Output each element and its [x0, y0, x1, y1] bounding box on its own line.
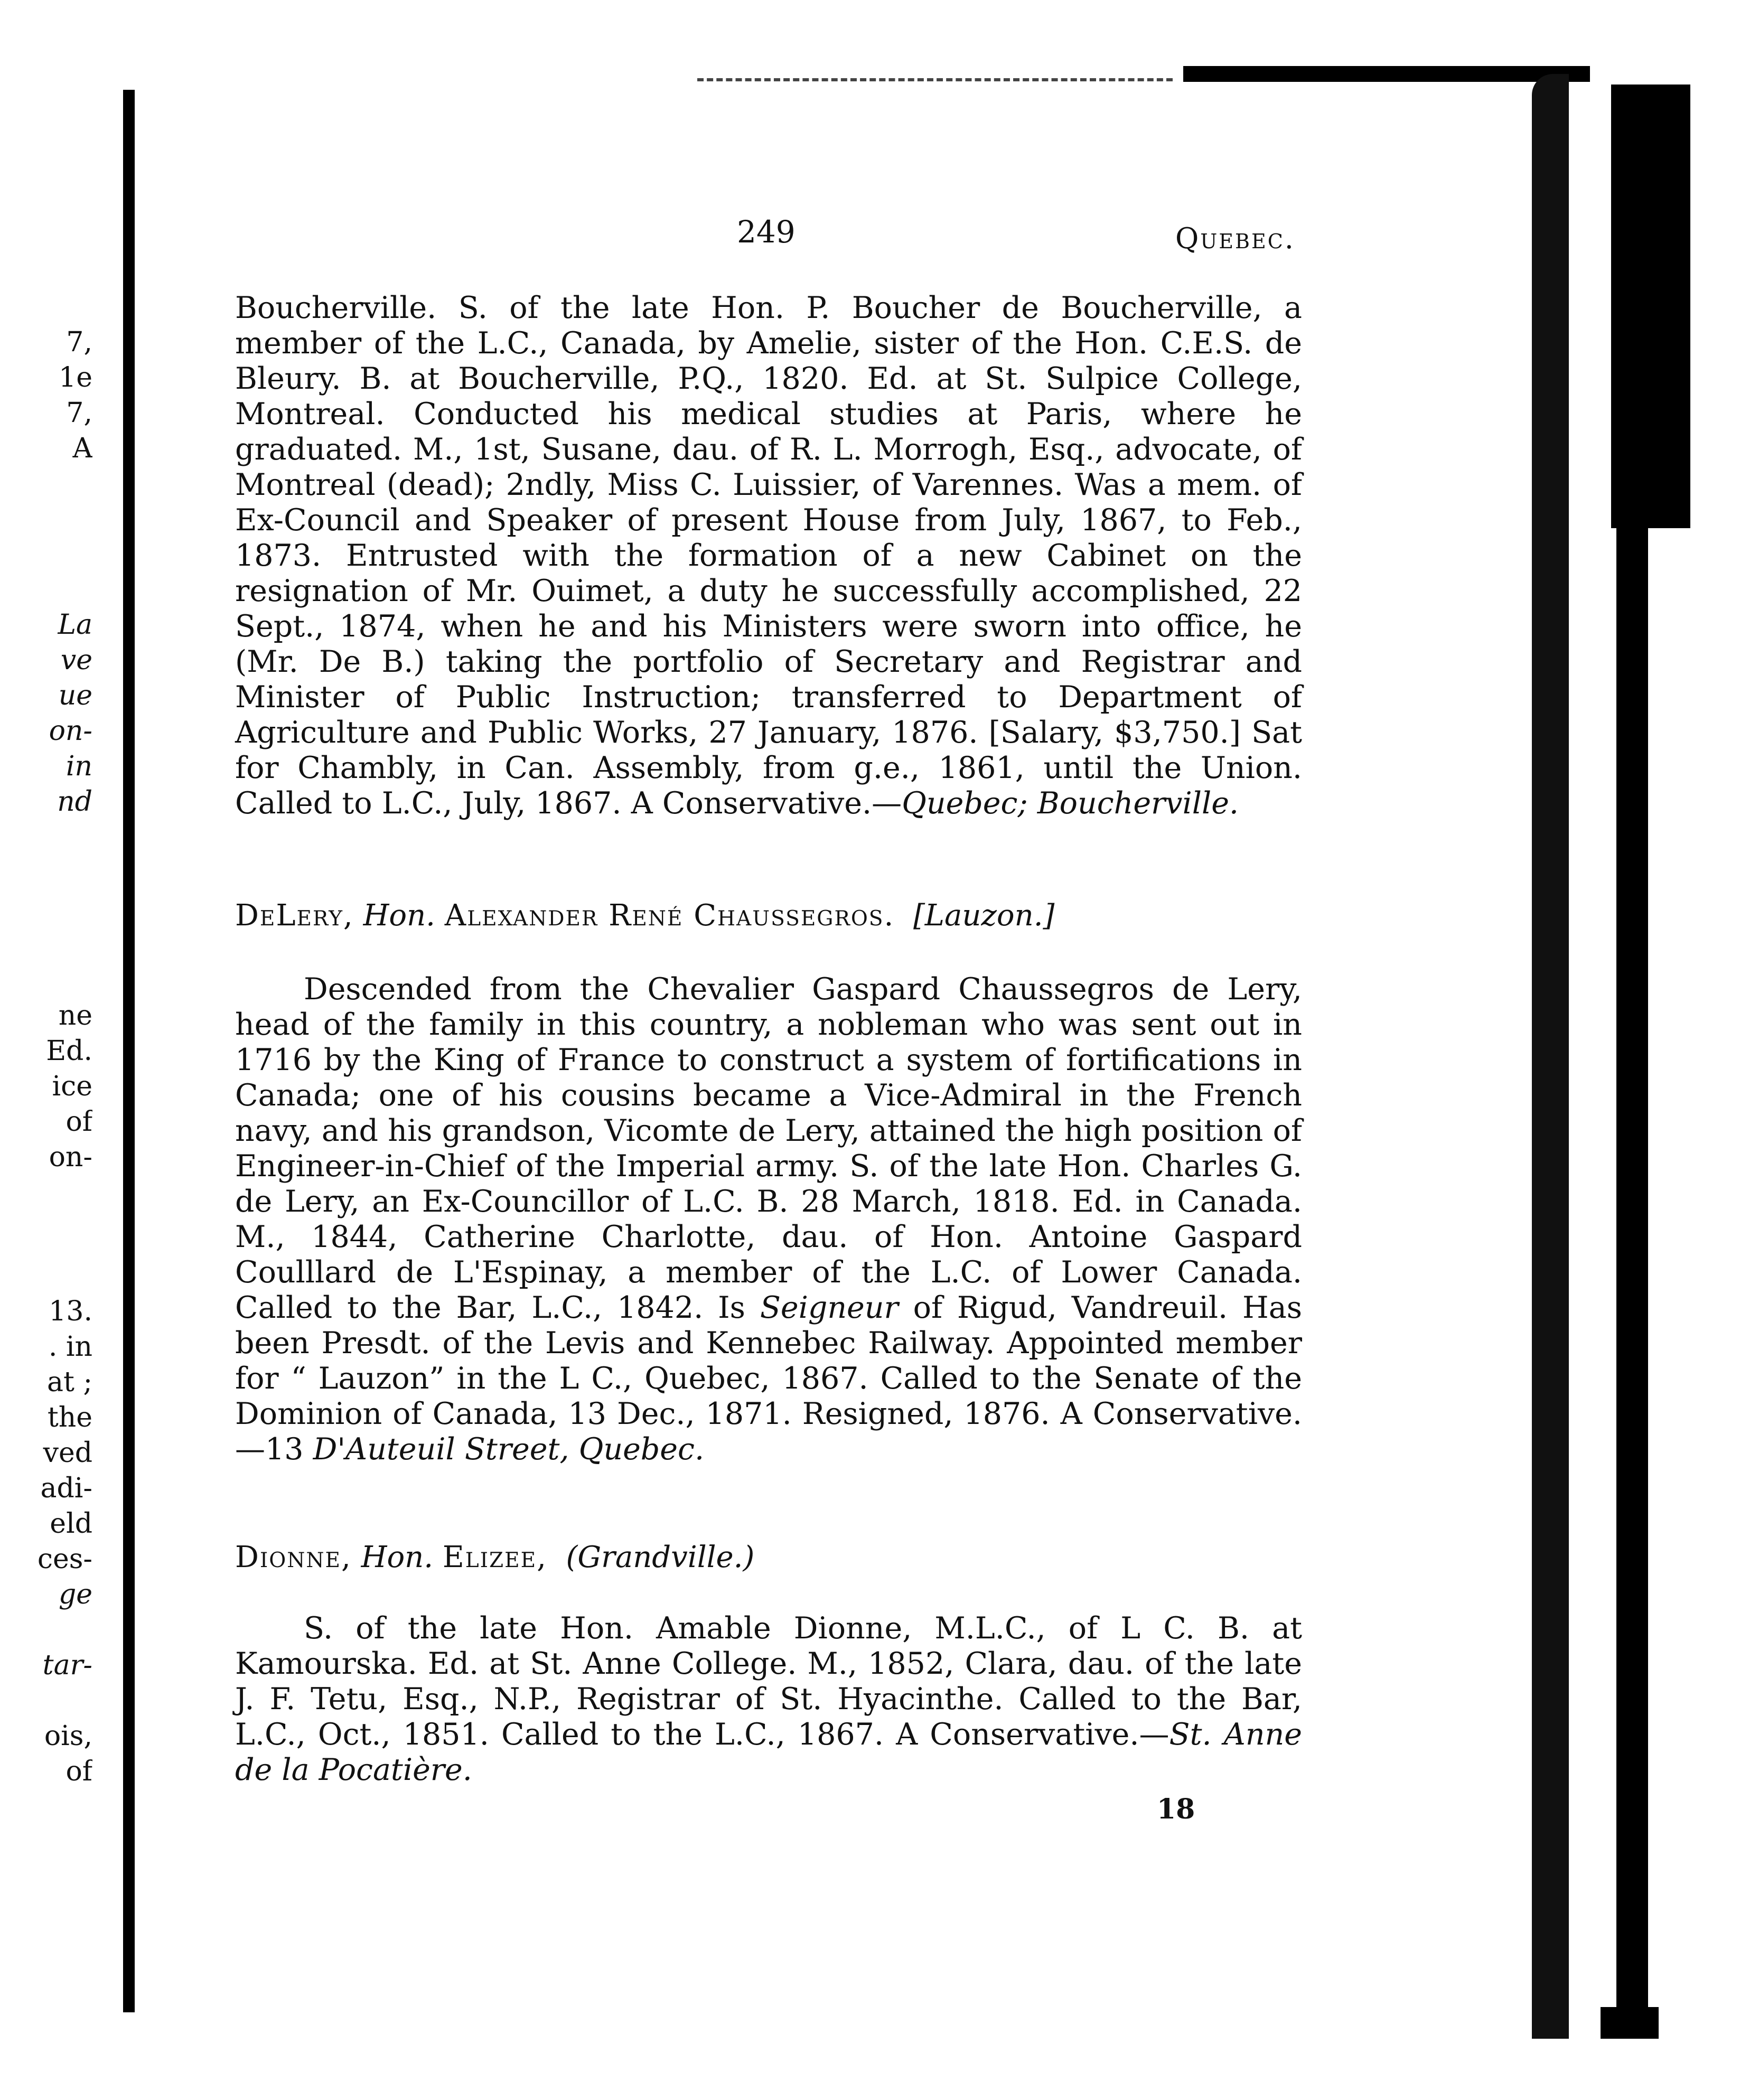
right-edge-shadow-foot	[1601, 2007, 1659, 2039]
left-margin-fragments-2	[13, 607, 92, 820]
margin-fragment: nd	[57, 786, 92, 818]
margin-fragment: . in	[48, 1331, 92, 1363]
right-edge-shadow-block	[1611, 85, 1690, 528]
entry-text: Boucherville. S. of the late Hon. P. Boucher de Boucherville, a member of the L.C., Canada, by Amelie, sister of the Hon. C.E.S. de Bleury. B. at Boucherville, P.Q., 1820. Ed. at St. Sulpice College, Montreal. Conducted his medical studies at Paris, where he graduated. M., 1st, Susane, dau. of R. L. Morrogh, Esq., advocate, of Montreal (dead); 2ndly, Miss C. Luissier, of Varennes. Was a mem. of Ex-Council and Speaker of present House from July, 1867, to Feb., 1873. Entrusted with the formation of a new Cabinet on the resignation of Mr. Ouimet, a duty he successfully accomplished, 22 Sept., 1874, when he and his Ministers were sworn into office, he (Mr. De B.) taking the portfolio of Secretary and Registrar and Minister of Public Instruction; transferred to Department of Agriculture and Public Works, 27 January, 1876. [Salary, $3,750.] Sat for Chambly, in Can. Assembly, from g.e., 1861, until the Union. Called to L.C., July, 1867. A Conservative.—	[235, 290, 1302, 821]
entry-surname: Dionne,	[235, 1540, 352, 1574]
entry-address: St. Anne de la Pocatière.	[235, 1717, 1302, 1787]
margin-fragment: of	[66, 1106, 92, 1138]
margin-fragment: on-	[49, 1141, 92, 1173]
signature-mark: 18	[1157, 1793, 1195, 1825]
entry-heading-dionne	[235, 1540, 1302, 1575]
left-margin-fragments-1	[13, 325, 92, 466]
page-curl-shadow	[1532, 74, 1569, 2039]
binding-shadow-left	[123, 90, 135, 2012]
entry-body	[235, 972, 1302, 1467]
entry-division: [Lauzon.]	[913, 898, 1055, 933]
entry-heading-delery	[235, 898, 1302, 933]
margin-fragment: adi-	[40, 1473, 92, 1504]
top-edge-shadow	[1183, 66, 1590, 82]
page-number: 249	[737, 214, 796, 250]
margin-fragment	[13, 1612, 92, 1648]
margin-fragment: 13.	[49, 1296, 92, 1327]
margin-fragment: ved	[43, 1437, 92, 1469]
margin-fragment: at ;	[47, 1366, 92, 1398]
entry-text: Descended from the Chevalier Gaspard Chaussegros de Lery, head of the family in this country, a nobleman who was sent out in 1716 by the King of France to construct a system of fortifications in Canada; one of his cousins became a Vice-Admiral in the French navy, and his grandson, Vicomte de Lery, attained the high position of Engineer-in-Chief of the Imperial army. S. of the late Hon. Charles G. de Lery, an Ex-Councillor of L.C. B. 28 March, 1818. Ed. in Canada. M., 1844, Catherine Charlotte, dau. of Hon. Antoine Gaspard Coulllard de L'Espinay, a member of the L.C. of Lower Canada. Called to the Bar, L.C., 1842. Is	[235, 972, 1302, 1325]
margin-fragment: tar-	[42, 1649, 92, 1681]
margin-fragment: ne	[58, 1000, 92, 1032]
margin-fragment: of	[66, 1756, 92, 1787]
entry-boucherville-continued	[235, 290, 1302, 821]
margin-fragment	[13, 1683, 92, 1719]
entry-given-names: Alexander René Chaussegros.	[444, 898, 895, 933]
left-margin-fragments-3	[13, 998, 92, 1175]
entry-surname: DeLery,	[235, 898, 354, 933]
entry-delery	[235, 972, 1302, 1467]
entry-honorific: Hon.	[363, 898, 435, 933]
left-margin-fragments-4	[13, 1294, 92, 1789]
margin-fragment: ice	[52, 1071, 92, 1102]
margin-fragment: ue	[58, 680, 92, 711]
entry-division: (Grandville.)	[566, 1540, 755, 1574]
entry-honorific: Hon.	[361, 1540, 434, 1574]
entry-body	[235, 1611, 1302, 1788]
margin-fragment: eld	[50, 1508, 92, 1540]
entry-address: D'Auteuil Street, Quebec.	[313, 1432, 705, 1467]
top-edge-marks	[697, 78, 1173, 81]
entry-given-names: Elizee,	[442, 1540, 547, 1574]
margin-fragment: ge	[58, 1579, 92, 1610]
margin-fragment: 1e	[59, 362, 92, 393]
entry-body	[235, 290, 1302, 821]
margin-fragment: 7,	[66, 326, 92, 358]
margin-fragment: La	[58, 609, 92, 641]
margin-fragment: on-	[49, 715, 92, 747]
margin-fragment: 7,	[66, 397, 92, 429]
entry-seigneur: Seigneur	[760, 1290, 899, 1325]
entry-text-continued: of Rigud, Vandreuil. Has been Presdt. of the Levis and Kennebec Railway. Appointed member for “ Lauzon” in the L C., Quebec, 1867. Called to the Senate of the Dominion of Canada, 13 Dec., 1871. Resigned, 1876. A Conservative.—13	[235, 1290, 1302, 1467]
margin-fragment: ois,	[44, 1720, 92, 1752]
margin-fragment: Ed.	[46, 1035, 92, 1067]
margin-fragment: the	[47, 1402, 92, 1433]
entry-address: Quebec; Boucherville.	[902, 786, 1239, 821]
right-edge-shadow-strip	[1616, 528, 1648, 2039]
entry-dionne	[235, 1611, 1302, 1788]
margin-fragment: in	[66, 751, 92, 782]
running-head: Quebec.	[1175, 222, 1295, 255]
margin-fragment: ces-	[37, 1543, 92, 1575]
entry-text: S. of the late Hon. Amable Dionne, M.L.C., of L C. B. at Kamourska. Ed. at St. Anne College. M., 1852, Clara, dau. of the late J. F. Tetu, Esq., N.P., Registrar of St. Hyacinthe. Called to the Bar, L.C., Oct., 1851. Called to the L.C., 1867. A Conservative.—	[235, 1611, 1302, 1752]
margin-fragment: ve	[60, 644, 92, 676]
margin-fragment: A	[72, 433, 92, 464]
